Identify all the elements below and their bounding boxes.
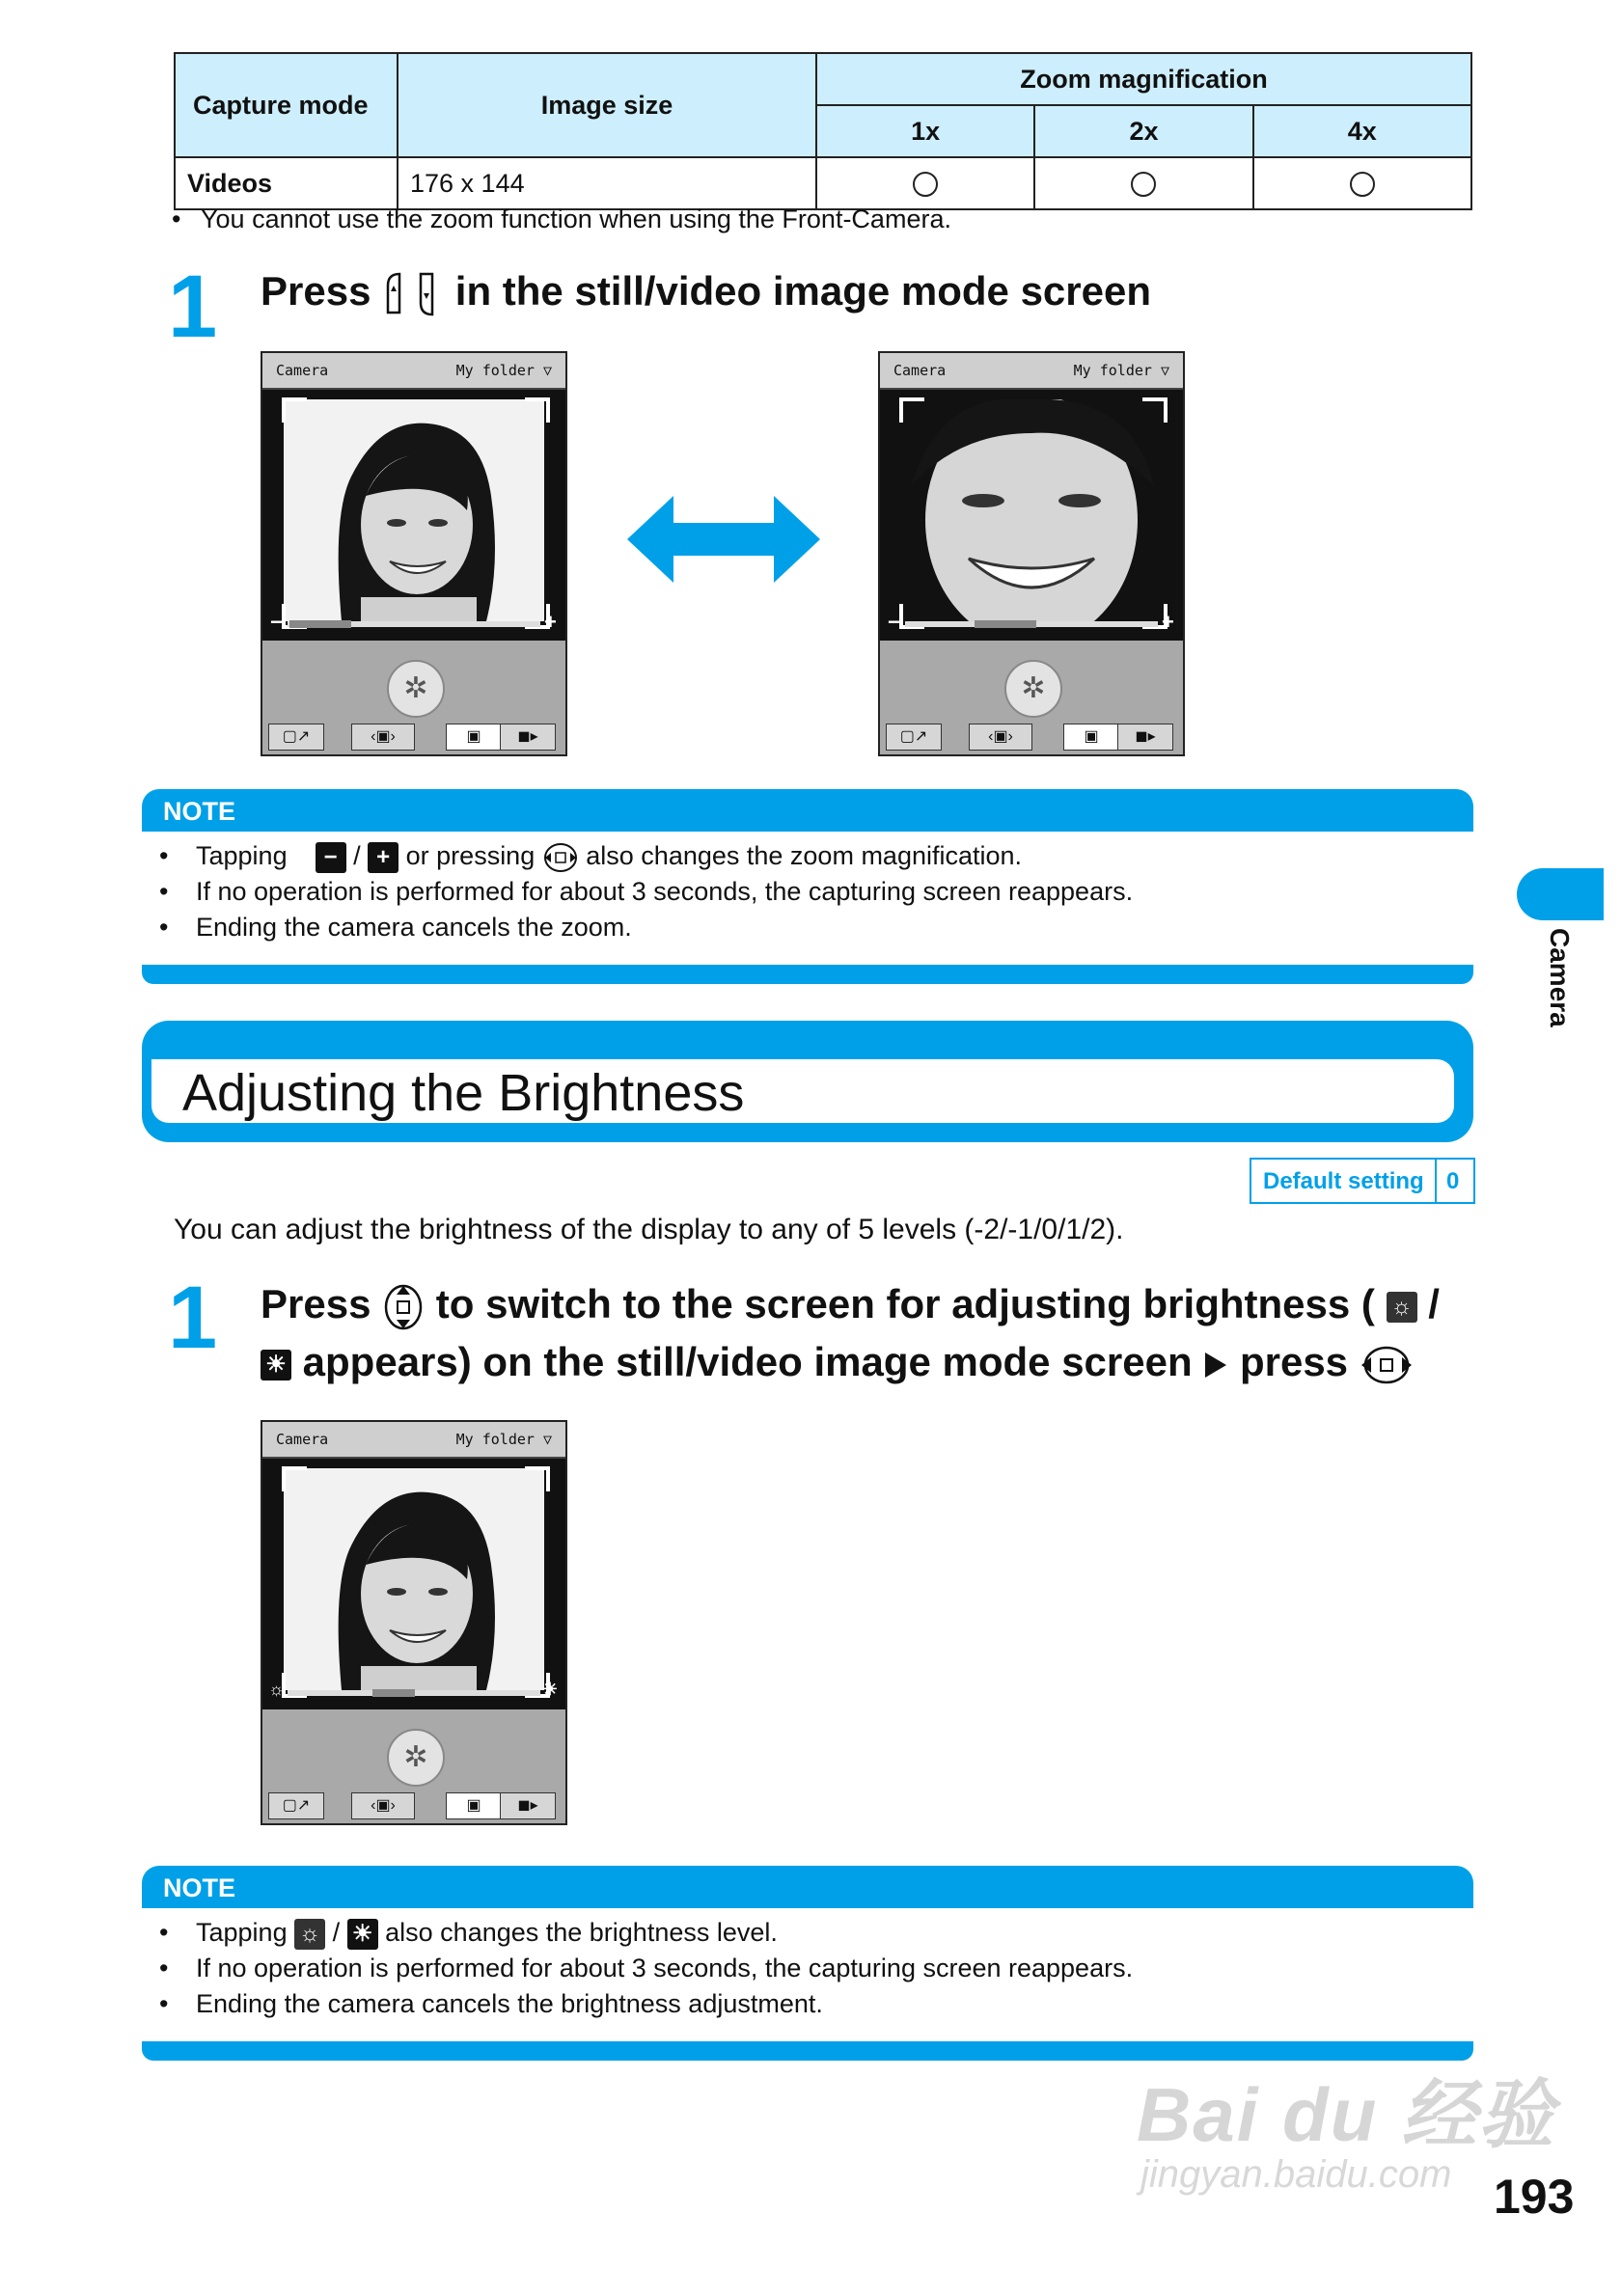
camera-screen-zoomed — [878, 351, 1185, 756]
multi-key-icon — [542, 841, 579, 874]
brightness-up-icon[interactable]: ☀ — [542, 1680, 559, 1699]
note-title: NOTE — [163, 1873, 236, 1902]
still-mode-button[interactable]: ▣ — [446, 724, 502, 751]
chapter-tab — [1517, 868, 1604, 920]
supported-circle-icon — [1131, 172, 1156, 197]
double-arrow-icon — [627, 496, 820, 583]
note-item: • Tapping ☼ / ☀ also changes the brightness level. — [159, 1918, 778, 1950]
zoom-slider[interactable] — [905, 621, 1158, 627]
header-image-size: Image size — [398, 53, 816, 157]
camera-viewfinder — [880, 390, 1183, 641]
subject-photo — [284, 1468, 544, 1690]
brightness-down-icon[interactable]: ☼ — [268, 1680, 285, 1699]
brightness-up-icon: ☀ — [261, 1350, 291, 1380]
note-item: • Tapping − / + or pressing also changes the zoom magnification. — [159, 841, 1022, 874]
still-mode-button[interactable]: ▣ — [446, 1792, 502, 1819]
zoom-minus-icon[interactable]: − — [888, 610, 900, 634]
page-number: 193 — [1494, 2170, 1575, 2224]
multi-key-leftright-icon — [1360, 1343, 1414, 1387]
step-instruction — [261, 268, 1151, 318]
chapter-tab-label: Camera — [1545, 928, 1575, 1027]
video-mode-button[interactable]: ◼▸ — [1117, 724, 1173, 751]
note-header — [142, 1866, 1473, 1908]
header-4x: 4x — [1253, 105, 1471, 157]
supported-circle-icon — [1350, 172, 1375, 197]
camera-title-bar — [880, 353, 1183, 390]
arrow-right-icon — [1203, 1351, 1228, 1380]
zoom-plus-icon[interactable]: + — [1162, 610, 1174, 634]
brightness-slider-knob[interactable] — [372, 1689, 415, 1697]
camera-title: Camera — [893, 362, 947, 379]
front-camera-button[interactable]: ‹▣› — [351, 724, 415, 751]
display-switch-button[interactable]: ▢↗ — [886, 724, 942, 751]
zoom-minus-icon[interactable]: − — [270, 610, 283, 634]
cell-mode: Videos — [175, 157, 398, 209]
note-item: • If no operation is performed for about 3 seconds, the capturing screen reappears. — [159, 1954, 1134, 1982]
bullet-text: You cannot use the zoom function when using the Front-Camera. — [201, 205, 951, 233]
cell-4x — [1253, 157, 1471, 209]
zoom-slider[interactable] — [288, 621, 540, 627]
camera-title: Camera — [276, 362, 329, 379]
step-post: in the still/video image mode screen — [454, 268, 1151, 314]
front-camera-button[interactable]: ‹▣› — [351, 1792, 415, 1819]
folder-label: My folder ▽ — [1073, 362, 1169, 379]
step-number: 1 — [168, 1269, 218, 1367]
still-mode-button[interactable]: ▣ — [1063, 724, 1119, 751]
zoom-slider-knob[interactable] — [289, 620, 351, 628]
brightness-down-icon: ☼ — [1387, 1292, 1417, 1323]
cell-size: 176 x 144 — [398, 157, 816, 209]
display-switch-button[interactable]: ▢↗ — [268, 724, 324, 751]
section-header — [142, 1021, 1473, 1142]
zoom-minus-icon: − — [316, 842, 346, 873]
folder-label: My folder ▽ — [455, 362, 552, 379]
camera-screen-brightness — [261, 1420, 567, 1825]
baidu-watermark: Bai du 经验 — [1137, 2072, 1556, 2157]
zoom-slider-knob[interactable] — [975, 620, 1036, 628]
note-item: • Ending the camera cancels the brightness adjustment. — [159, 1989, 823, 2018]
volume-key-icon — [382, 270, 444, 318]
camera-title-bar — [262, 1422, 565, 1459]
zoom-table — [174, 52, 1472, 210]
table-row — [175, 157, 1471, 209]
section-title: Adjusting the Brightness — [182, 1064, 745, 1122]
shutter-button[interactable]: ✲ — [387, 660, 445, 718]
note-footer — [142, 965, 1473, 984]
note-title: NOTE — [163, 797, 236, 826]
camera-viewfinder — [262, 1459, 565, 1709]
portrait-image — [284, 1468, 544, 1690]
header-zoom: Zoom magnification — [816, 53, 1471, 105]
header-2x: 2x — [1034, 105, 1252, 157]
portrait-zoomed-image — [901, 399, 1162, 621]
header-1x: 1x — [816, 105, 1034, 157]
brightness-up-icon: ☀ — [347, 1919, 378, 1950]
folder-label: My folder ▽ — [455, 1431, 552, 1448]
intro-text: You can adjust the brightness of the display to any of 5 levels (-2/-1/0/1/2). — [174, 1214, 1124, 1245]
note-header — [142, 789, 1473, 832]
step-number: 1 — [168, 258, 218, 356]
shutter-button[interactable]: ✲ — [1004, 660, 1062, 718]
cell-2x — [1034, 157, 1252, 209]
camera-title: Camera — [276, 1431, 329, 1448]
default-setting-value: 0 — [1446, 1168, 1460, 1194]
shutter-button[interactable]: ✲ — [387, 1729, 445, 1787]
default-setting-label: Default setting — [1263, 1168, 1424, 1194]
video-mode-button[interactable]: ◼▸ — [500, 1792, 556, 1819]
note-bullet: • You cannot use the zoom function when using the Front-Camera. — [172, 205, 951, 233]
note-item: • Ending the camera cancels the zoom. — [159, 913, 632, 942]
brightness-down-icon: ☼ — [294, 1919, 325, 1950]
cell-1x — [816, 157, 1034, 209]
multi-key-updown-icon — [382, 1282, 425, 1332]
display-switch-button[interactable]: ▢↗ — [268, 1792, 324, 1819]
portrait-image — [284, 399, 544, 621]
subject-photo — [901, 399, 1162, 621]
subject-photo — [284, 399, 544, 621]
video-mode-button[interactable]: ◼▸ — [500, 724, 556, 751]
step-instruction: Press to switch to the screen for adjusting brightness ( ☼ / ☀ appears) on the still/video image mode screen press — [261, 1275, 1467, 1391]
header-capture-mode: Capture mode — [175, 53, 398, 157]
brightness-slider[interactable] — [288, 1690, 540, 1696]
step-pre: Press — [261, 268, 371, 314]
default-setting-box — [1250, 1158, 1475, 1204]
supported-circle-icon — [913, 172, 938, 197]
zoom-plus-icon: + — [368, 842, 398, 873]
camera-screen-1x — [261, 351, 567, 756]
baidu-watermark-url: jingyan.baidu.com — [1140, 2153, 1452, 2196]
camera-title-bar — [262, 353, 565, 390]
camera-viewfinder — [262, 390, 565, 641]
zoom-plus-icon[interactable]: + — [544, 610, 557, 634]
front-camera-button[interactable]: ‹▣› — [969, 724, 1032, 751]
note-item: • If no operation is performed for about 3 seconds, the capturing screen reappears. — [159, 877, 1134, 906]
